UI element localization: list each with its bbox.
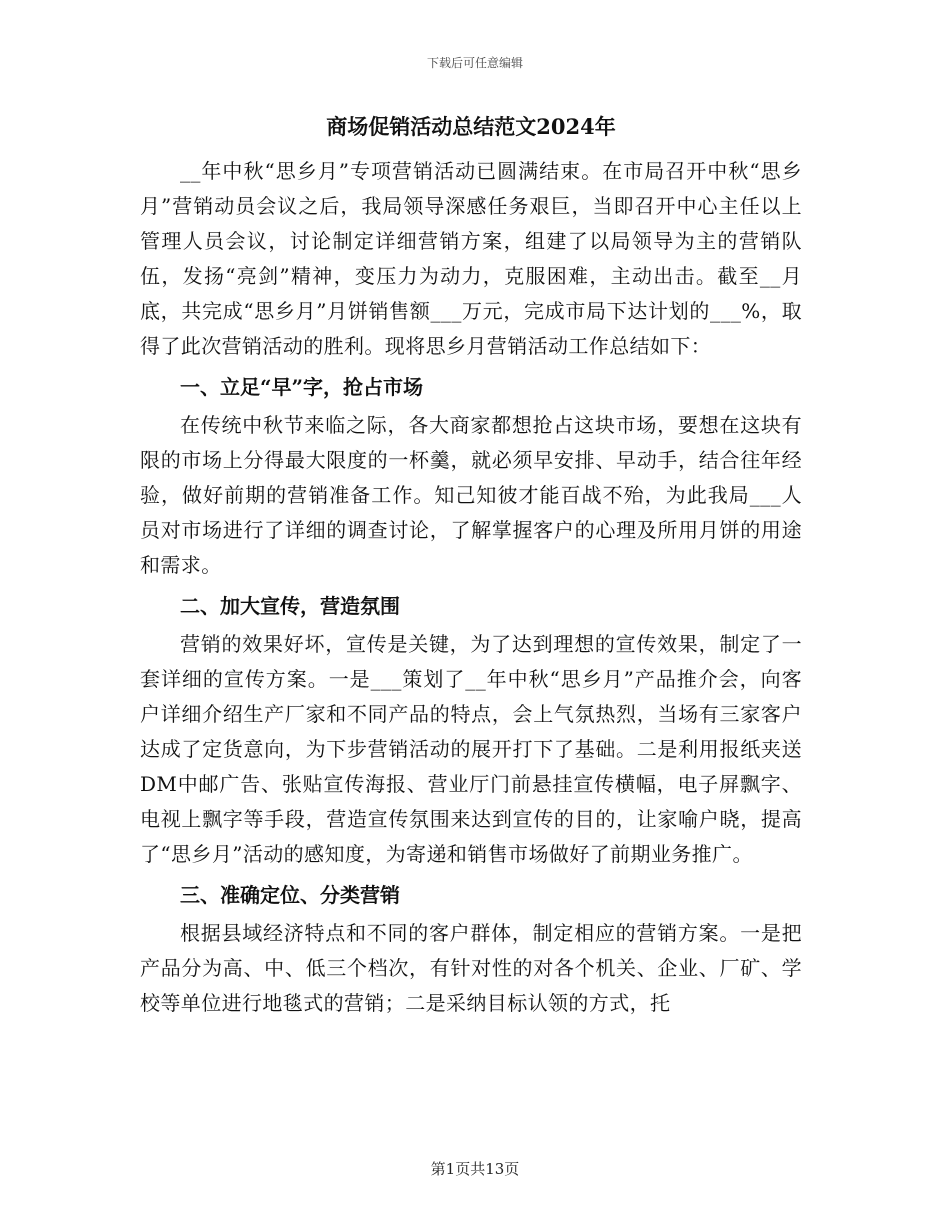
section-heading-2: 二、加大宣传，营造氛围 [180, 594, 400, 618]
section-heading-3: 三、准确定位、分类营销 [180, 883, 400, 907]
header-note: 下载后可任意编辑 [426, 56, 523, 70]
intro-paragraph: __年中秋“思乡月”专项营销活动已圆满结束。在市局召开中秋“思乡月”营销动员会议之后，我局领导深感任务艰巨，当即召开中心主任以上管理人员会议，讨论制定详细营销方案，组建了以局领导为主的营销队伍，发扬“亮剑”精神，变压力为动力，克服困难，主动出击。截至__月底，共完成“思乡月”月饼销售额___万元，完成市局下达计划的___%，取得了此次营销活动的胜利。现将思乡月营销活动工作总结如下： [140, 159, 802, 358]
section-body-2: 营销的效果好坏，宣传是关键，为了达到理想的宣传效果，制定了一套详细的宣传方案。一是___策划了__年中秋“思乡月”产品推介会，向客户详细介绍生产厂家和不同产品的特点，会上气氛热烈，当场有三家客户达成了定货意向，为下步营销活动的展开打下了基础。二是利用报纸夹送DM中邮广告、张贴宣传海报、营业厅门前悬挂宣传横幅，电子屏飘字、电视上飘字等手段，营造宣传氛围来达到宣传的目的，让家喻户晓，提高了“思乡月”活动的感知度，为寄递和销售市场做好了前期业务推广。 [140, 632, 802, 866]
section-heading-1: 一、立足“早”字，抢占市场 [180, 375, 424, 399]
page-footer: 第1页共13页 [430, 1160, 520, 1178]
section-body-1: 在传统中秋节来临之际，各大商家都想抢占这块市场，要想在这块有限的市场上分得最大限度的一杯羹，就必须早安排、早动手，结合往年经验，做好前期的营销准备工作。知己知彼才能百战不殆，为此我局___人员对市场进行了详细的调查讨论，了解掌握客户的心理及所用月饼的用途和需求。 [140, 413, 802, 577]
document-content [140, 110, 802, 1021]
section-body-3: 根据县域经济特点和不同的客户群体，制定相应的营销方案。一是把产品分为高、中、低三个档次，有针对性的对各个机关、企业、厂矿、学校等单位进行地毯式的营销；二是采纳目标认领的方式，托 [140, 921, 802, 1015]
document-title: 商场促销活动总结范文2024年 [326, 114, 616, 139]
